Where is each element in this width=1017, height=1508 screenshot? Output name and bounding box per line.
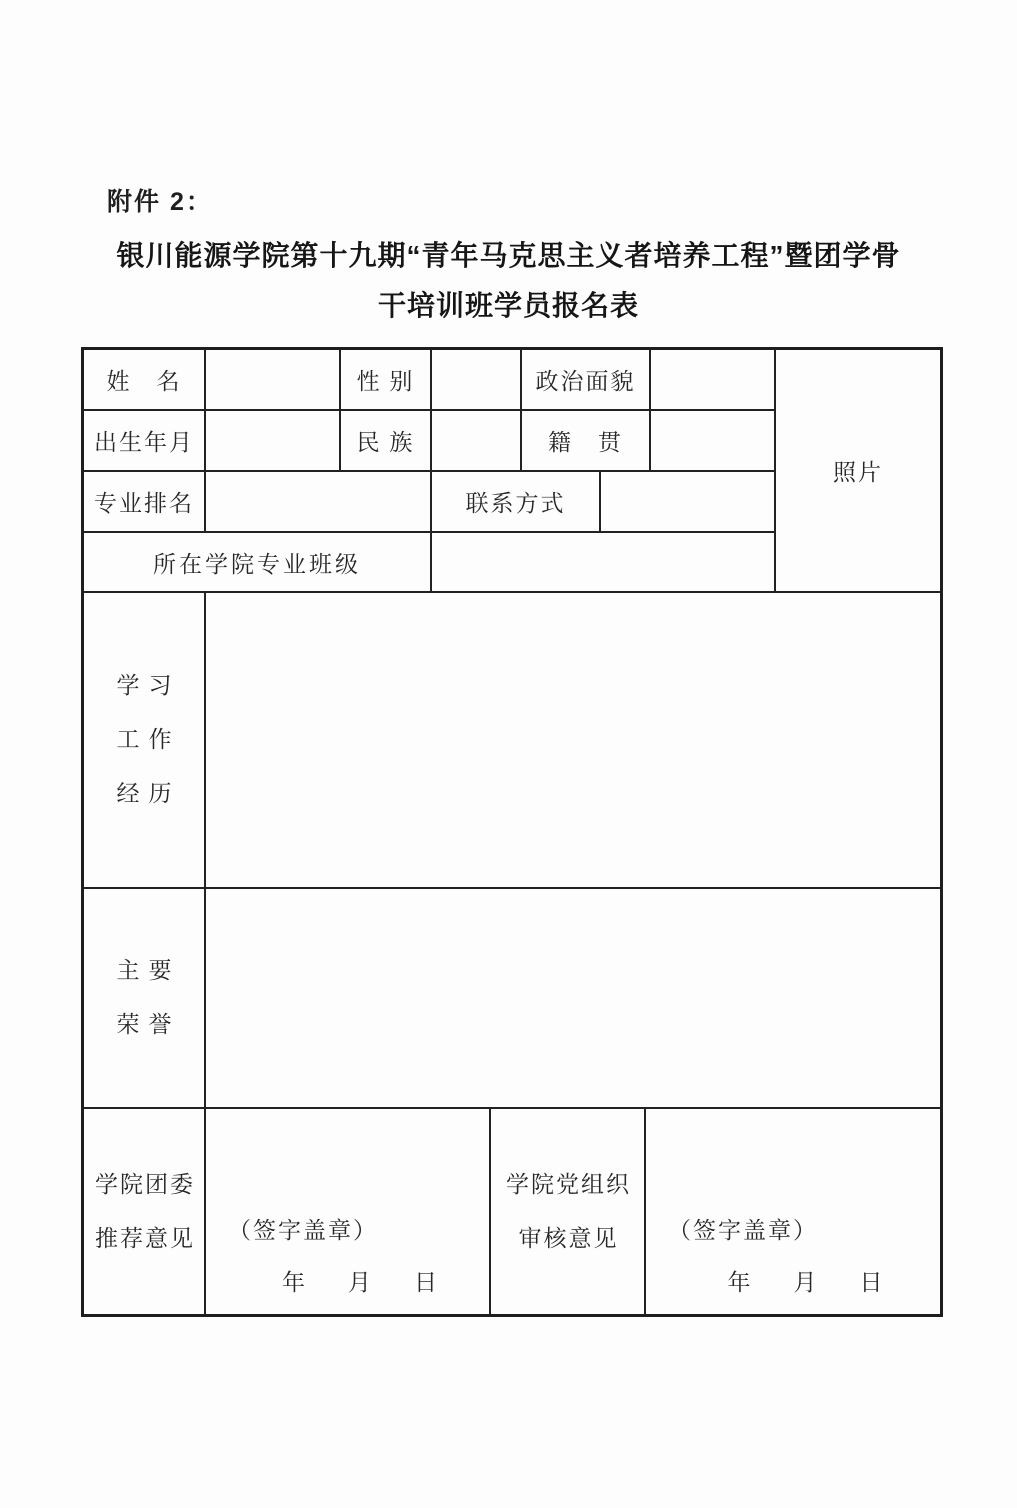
party-date-label: 年 月 日 (727, 1270, 893, 1295)
league-committee-label-line1: 学院团委 (95, 1171, 195, 1197)
league-signature-seal-label: （签字盖章） (228, 1218, 378, 1243)
league-date-label: 年 月 日 (282, 1270, 447, 1295)
experience-value-cell (205, 592, 941, 888)
political-status-label-cell: 政治面貌 (521, 349, 650, 410)
native-place-label-cell: 籍 贯 (521, 410, 650, 471)
league-committee-signature-cell (205, 1108, 490, 1315)
gender-value-cell (431, 349, 521, 410)
birth-date-label-cell: 出生年月 (83, 410, 205, 471)
name-label-cell: 姓 名 (83, 349, 205, 410)
ethnicity-label-cell: 民 族 (340, 410, 431, 471)
birth-date-value-cell (205, 410, 340, 471)
experience-label-line1: 学习 (116, 673, 181, 698)
major-ranking-label-cell: 专业排名 (83, 471, 205, 532)
experience-label-line3: 经历 (116, 781, 181, 806)
attachment-label: 附件 2： (107, 188, 213, 216)
form-title (0, 231, 1017, 331)
honors-label-line1: 主要 (116, 958, 181, 983)
honors-label-line2: 荣誉 (116, 1012, 181, 1037)
major-ranking-value-cell (205, 471, 431, 532)
experience-label-cell (83, 592, 205, 888)
honors-value-cell (205, 888, 941, 1108)
ethnicity-value-cell (431, 410, 521, 471)
contact-value-cell (600, 471, 775, 532)
party-org-label-line2: 审核意见 (518, 1225, 619, 1251)
honors-label-cell (83, 888, 205, 1108)
league-committee-label-line2: 推荐意见 (95, 1225, 195, 1251)
league-committee-label-cell (83, 1108, 205, 1315)
college-major-class-value-cell (431, 532, 775, 592)
form-title-line1: 银川能源学院第十九期“青年马克思主义者培养工程”暨团学骨 (116, 240, 901, 271)
name-value-cell (205, 349, 340, 410)
party-org-label-line1: 学院党组织 (506, 1171, 631, 1197)
contact-label-cell: 联系方式 (431, 471, 600, 532)
photo-cell: 照片 (775, 349, 941, 592)
political-status-value-cell (650, 349, 775, 410)
native-place-value-cell (650, 410, 775, 471)
college-major-class-label-cell: 所在学院专业班级 (83, 532, 431, 592)
application-form-table (83, 349, 941, 1315)
gender-label-cell: 性 别 (340, 349, 431, 410)
form-title-line2: 干培训班学员报名表 (377, 290, 639, 321)
party-org-label-cell (490, 1108, 645, 1315)
party-org-signature-cell (645, 1108, 941, 1315)
experience-label-line2: 工作 (116, 727, 181, 752)
party-signature-seal-label: （签字盖章） (668, 1218, 818, 1243)
